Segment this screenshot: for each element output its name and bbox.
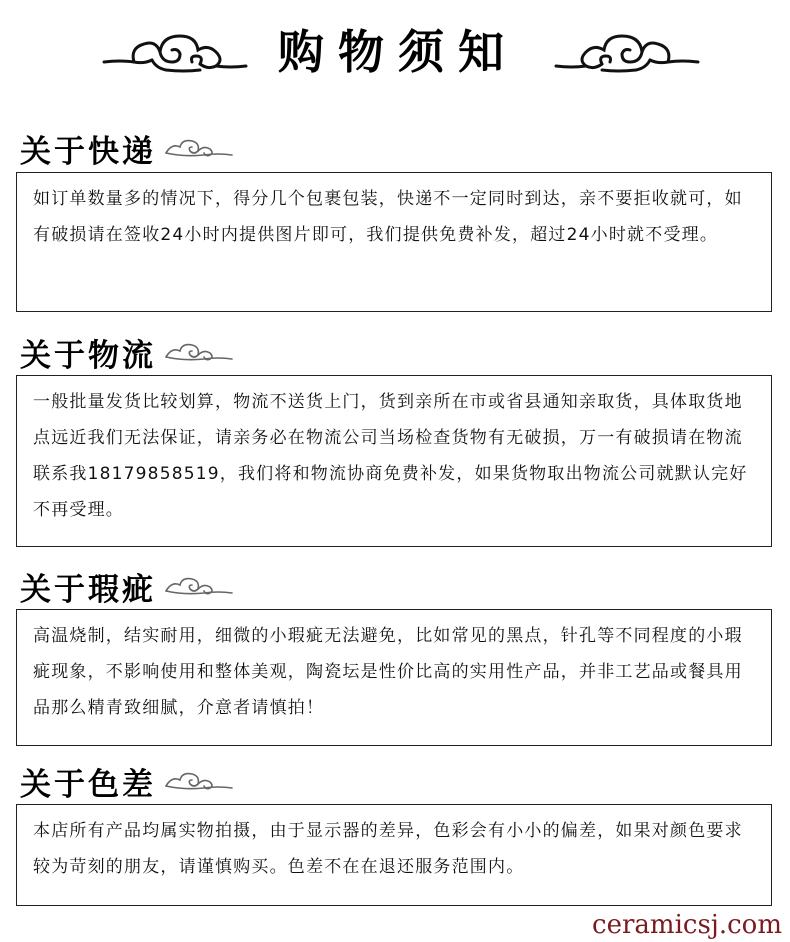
cloud-scroll-icon <box>552 26 702 78</box>
cloud-scroll-icon <box>100 26 250 78</box>
section-box-logistics <box>16 375 772 547</box>
section-box-flaws <box>16 609 772 746</box>
small-cloud-icon <box>164 573 234 599</box>
section-heading-text: 关于瑕疵 <box>20 571 156 608</box>
section-box-delivery <box>16 172 772 312</box>
page-header <box>0 18 790 90</box>
small-cloud-icon <box>164 135 234 161</box>
section-heading-logistics <box>20 332 234 372</box>
watermark: ceramicsj.com <box>592 910 782 940</box>
section-box-color <box>16 804 772 906</box>
small-cloud-icon <box>164 339 234 365</box>
section-heading-delivery <box>20 128 234 168</box>
section-body: 如订单数量多的情况下，得分几个包裹包装，快递不一定同时到达，亲不要拒收就可，如有破损请在签收24小时内提供图片即可，我们提供免费补发，超过24小时就不受理。 <box>33 189 743 245</box>
section-body: 一般批量发货比较划算，物流不送货上门，货到亲所在市或省县通知亲取货，具体取货地点远近我们无法保证，请亲务必在物流公司当场检查货物有无破损，万一有破损请在物流联系我18179858519，我们将和物流协商免费补发，如果货物取出物流公司就默认完好不再受理。 <box>33 392 748 520</box>
small-cloud-icon <box>164 768 234 794</box>
page-title: 购物须知 <box>278 25 518 79</box>
section-body: 高温烧制，结实耐用，细微的小瑕疵无法避免，比如常见的黑点，针孔等不同程度的小瑕疵现象，不影响使用和整体美观，陶瓷坛是性价比高的实用性产品，并非工艺品或餐具用品那么精青致细腻，介意者请慎拍！ <box>33 626 743 718</box>
section-heading-color <box>20 761 234 801</box>
section-body: 本店所有产品均属实物拍摄，由于显示器的差异，色彩会有小小的偏差，如果对颜色要求较为苛刻的朋友，请谨慎购买。色差不在在退还服务范围内。 <box>33 821 743 877</box>
section-heading-text: 关于色差 <box>20 766 156 803</box>
section-heading-text: 关于物流 <box>20 337 156 374</box>
section-heading-text: 关于快递 <box>20 133 156 170</box>
section-heading-flaws <box>20 566 234 606</box>
